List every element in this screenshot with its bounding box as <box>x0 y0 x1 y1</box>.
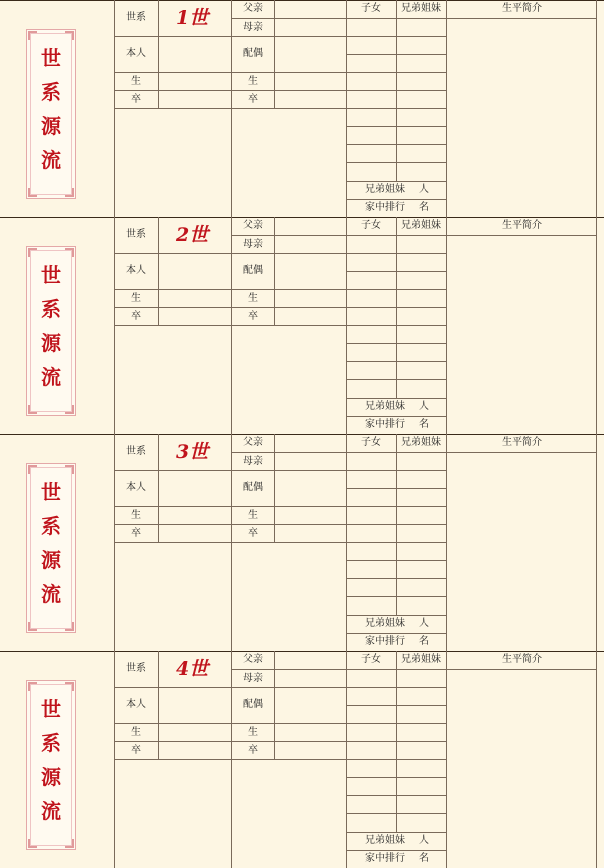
grid-line <box>346 615 446 616</box>
shixi-yuanliu-banner <box>26 29 76 199</box>
grid-line <box>346 741 446 742</box>
family-rank-label: 家中排行 <box>365 853 405 864</box>
banner-corner-ornament <box>65 465 74 474</box>
grid-line <box>114 470 346 471</box>
grid-line <box>114 687 346 688</box>
grid-line <box>158 434 159 542</box>
father-label: 父亲 <box>243 3 263 14</box>
banner-corner-ornament <box>28 405 37 414</box>
block-top-border <box>0 434 604 435</box>
grid-line <box>596 434 597 651</box>
generation-block-3 <box>0 434 604 651</box>
banner-char: 系 <box>41 80 61 104</box>
shixi-label: 世系 <box>126 446 146 457</box>
grid-line <box>274 0 275 108</box>
generation-block-2 <box>0 217 604 434</box>
family-rank-unit: 名 <box>419 419 429 430</box>
born-label: 生 <box>131 510 141 521</box>
grid-line <box>346 832 446 833</box>
grid-line <box>346 72 446 73</box>
self-label: 本人 <box>126 482 146 493</box>
generation-number: 2世 <box>176 224 209 246</box>
biography-header: 生平简介 <box>502 437 542 448</box>
banner-corner-ornament <box>28 465 37 474</box>
grid-line <box>346 343 446 344</box>
grid-line <box>446 651 447 868</box>
grid-line <box>346 759 446 760</box>
banner-char: 世 <box>41 46 61 70</box>
mother-label: 母亲 <box>243 22 263 33</box>
grid-line <box>346 524 446 525</box>
grid-line <box>114 723 346 724</box>
family-rank-label: 家中排行 <box>365 419 405 430</box>
generation-number: 3世 <box>176 441 209 463</box>
siblings-header: 兄弟姐妹 <box>401 220 441 231</box>
shixi-yuanliu-banner <box>26 463 76 633</box>
born-label: 生 <box>131 293 141 304</box>
children-header: 子女 <box>361 220 381 231</box>
spouse-label: 配偶 <box>243 482 263 493</box>
block-top-border <box>0 0 604 1</box>
grid-line <box>346 795 446 796</box>
banner-corner-ornament <box>28 622 37 631</box>
grid-line <box>158 217 159 325</box>
generation-number: 4世 <box>176 658 209 680</box>
spouse-died-label: 卒 <box>248 311 258 322</box>
grid-line <box>346 162 446 163</box>
mother-label: 母亲 <box>243 456 263 467</box>
grid-line <box>346 361 446 362</box>
grid-line <box>346 398 446 399</box>
grid-line <box>114 759 346 760</box>
generation-number: 1世 <box>176 7 209 29</box>
family-rank-unit: 名 <box>419 202 429 213</box>
died-label: 卒 <box>131 311 141 322</box>
grid-line <box>346 144 446 145</box>
banner-char: 系 <box>41 514 61 538</box>
grid-line <box>231 669 346 670</box>
banner-char: 源 <box>41 765 61 789</box>
biography-header: 生平简介 <box>502 220 542 231</box>
father-label: 父亲 <box>243 437 263 448</box>
block-top-border <box>0 651 604 652</box>
sibling-count-label: 兄弟姐妹 <box>365 835 405 846</box>
siblings-header: 兄弟姐妹 <box>401 437 441 448</box>
grid-line <box>596 651 597 868</box>
grid-line <box>346 850 446 851</box>
spouse-label: 配偶 <box>243 699 263 710</box>
spouse-died-label: 卒 <box>248 94 258 105</box>
grid-line <box>346 307 446 308</box>
grid-line <box>346 181 446 182</box>
banner-corner-ornament <box>65 31 74 40</box>
generation-block-1 <box>0 0 604 217</box>
grid-line <box>274 434 275 542</box>
grid-line <box>346 54 446 55</box>
grid-line <box>446 0 447 217</box>
grid-line <box>114 506 346 507</box>
generation-block-4 <box>0 651 604 868</box>
sibling-count-unit: 人 <box>419 835 429 846</box>
grid-line <box>114 741 346 742</box>
banner-corner-ornament <box>65 405 74 414</box>
banner-char: 世 <box>41 697 61 721</box>
grid-line <box>346 578 446 579</box>
grid-line <box>114 325 346 326</box>
grid-line <box>346 596 446 597</box>
mother-label: 母亲 <box>243 673 263 684</box>
sibling-count-label: 兄弟姐妹 <box>365 401 405 412</box>
banner-corner-ornament <box>28 248 37 257</box>
banner-corner-ornament <box>65 682 74 691</box>
biography-header: 生平简介 <box>502 654 542 665</box>
grid-line <box>346 235 596 236</box>
banner-char: 世 <box>41 480 61 504</box>
family-rank-label: 家中排行 <box>365 202 405 213</box>
grid-line <box>274 651 275 759</box>
grid-line <box>346 271 446 272</box>
sibling-count-unit: 人 <box>419 401 429 412</box>
biography-header: 生平简介 <box>502 3 542 14</box>
grid-line <box>346 723 446 724</box>
father-label: 父亲 <box>243 220 263 231</box>
children-header: 子女 <box>361 437 381 448</box>
banner-char: 源 <box>41 114 61 138</box>
died-label: 卒 <box>131 528 141 539</box>
self-label: 本人 <box>126 265 146 276</box>
born-label: 生 <box>131 76 141 87</box>
family-rank-unit: 名 <box>419 853 429 864</box>
family-rank-unit: 名 <box>419 636 429 647</box>
grid-line <box>346 470 446 471</box>
shixi-label: 世系 <box>126 12 146 23</box>
spouse-born-label: 生 <box>248 293 258 304</box>
banner-corner-ornament <box>65 248 74 257</box>
spouse-died-label: 卒 <box>248 528 258 539</box>
family-rank-label: 家中排行 <box>365 636 405 647</box>
grid-line <box>231 235 346 236</box>
siblings-header: 兄弟姐妹 <box>401 3 441 14</box>
grid-line <box>114 36 346 37</box>
spouse-label: 配偶 <box>243 265 263 276</box>
grid-line <box>346 379 446 380</box>
block-top-border <box>0 217 604 218</box>
grid-line <box>346 90 446 91</box>
banner-char: 源 <box>41 548 61 572</box>
sibling-count-unit: 人 <box>419 618 429 629</box>
grid-line <box>274 217 275 325</box>
grid-line <box>346 542 446 543</box>
grid-line <box>346 416 446 417</box>
grid-line <box>114 253 346 254</box>
banner-corner-ornament <box>65 622 74 631</box>
grid-line <box>346 325 446 326</box>
grid-line <box>114 72 346 73</box>
grid-line <box>346 705 446 706</box>
grid-line <box>346 506 446 507</box>
children-header: 子女 <box>361 3 381 14</box>
grid-line <box>446 434 447 651</box>
shixi-label: 世系 <box>126 229 146 240</box>
grid-line <box>114 289 346 290</box>
grid-line <box>114 542 346 543</box>
banner-char: 流 <box>41 365 61 389</box>
children-header: 子女 <box>361 654 381 665</box>
grid-line <box>596 217 597 434</box>
grid-line <box>346 813 446 814</box>
grid-line <box>596 0 597 217</box>
grid-line <box>346 18 596 19</box>
banner-corner-ornament <box>28 31 37 40</box>
grid-line <box>158 0 159 108</box>
shixi-yuanliu-banner <box>26 246 76 416</box>
banner-char: 系 <box>41 731 61 755</box>
grid-line <box>446 217 447 434</box>
banner-corner-ornament <box>28 682 37 691</box>
shixi-yuanliu-banner <box>26 680 76 850</box>
spouse-born-label: 生 <box>248 510 258 521</box>
banner-corner-ornament <box>65 188 74 197</box>
grid-line <box>346 777 446 778</box>
siblings-header: 兄弟姐妹 <box>401 654 441 665</box>
grid-line <box>346 126 446 127</box>
mother-label: 母亲 <box>243 239 263 250</box>
banner-corner-ornament <box>28 839 37 848</box>
grid-line <box>346 669 596 670</box>
grid-line <box>114 90 346 91</box>
grid-line <box>346 488 446 489</box>
died-label: 卒 <box>131 745 141 756</box>
grid-line <box>346 289 446 290</box>
grid-line <box>346 687 446 688</box>
spouse-died-label: 卒 <box>248 745 258 756</box>
born-label: 生 <box>131 727 141 738</box>
father-label: 父亲 <box>243 654 263 665</box>
grid-line <box>346 36 446 37</box>
sibling-count-unit: 人 <box>419 184 429 195</box>
sibling-count-label: 兄弟姐妹 <box>365 618 405 629</box>
grid-line <box>158 651 159 759</box>
grid-line <box>231 18 346 19</box>
shixi-label: 世系 <box>126 663 146 674</box>
banner-char: 源 <box>41 331 61 355</box>
grid-line <box>346 253 446 254</box>
spouse-born-label: 生 <box>248 76 258 87</box>
grid-line <box>114 307 346 308</box>
banner-char: 世 <box>41 263 61 287</box>
grid-line <box>114 524 346 525</box>
banner-char: 系 <box>41 297 61 321</box>
banner-char: 流 <box>41 148 61 172</box>
banner-char: 流 <box>41 582 61 606</box>
grid-line <box>346 199 446 200</box>
grid-line <box>346 108 446 109</box>
grid-line <box>346 452 596 453</box>
banner-corner-ornament <box>65 839 74 848</box>
sibling-count-label: 兄弟姐妹 <box>365 184 405 195</box>
self-label: 本人 <box>126 48 146 59</box>
died-label: 卒 <box>131 94 141 105</box>
banner-corner-ornament <box>28 188 37 197</box>
grid-line <box>114 108 346 109</box>
grid-line <box>231 452 346 453</box>
grid-line <box>346 560 446 561</box>
grid-line <box>346 633 446 634</box>
banner-char: 流 <box>41 799 61 823</box>
spouse-born-label: 生 <box>248 727 258 738</box>
self-label: 本人 <box>126 699 146 710</box>
spouse-label: 配偶 <box>243 48 263 59</box>
